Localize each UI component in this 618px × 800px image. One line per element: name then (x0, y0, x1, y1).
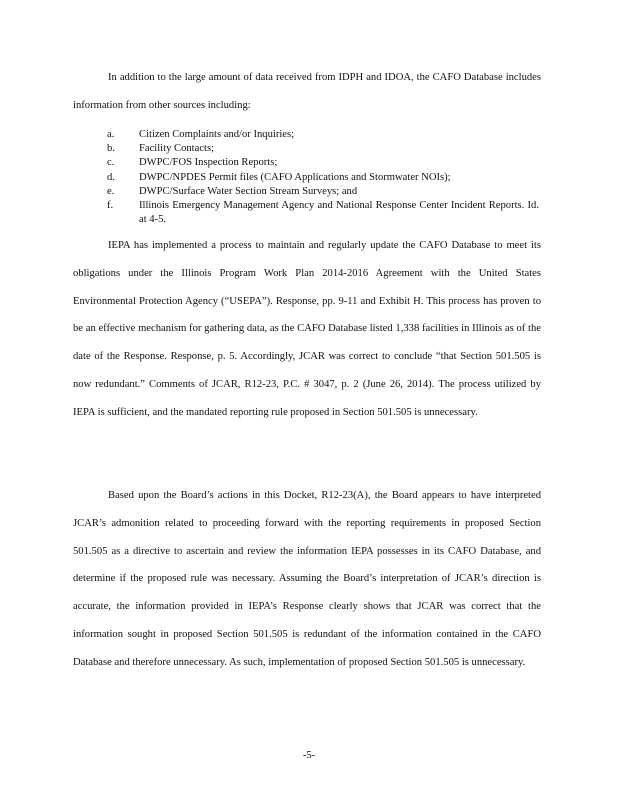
list-item (107, 156, 547, 170)
list-item-label: f. (107, 200, 114, 212)
list-item-text: DWPC/Surface Water Section Stream Surveys; and (139, 185, 358, 197)
paragraph-intro (73, 64, 541, 120)
page-number: -5- (302, 750, 316, 761)
list-item (107, 171, 547, 185)
list-item-text: Illinois Emergency Management Agency and National Response Center Incident Reports. Id. at 4-5. (139, 200, 539, 226)
list-item (107, 142, 547, 156)
list-item-text: DWPC/FOS Inspection Reports; (139, 157, 278, 169)
paragraph-iepa-process-text: IEPA has implemented a process to maintain and regularly update the CAFO Database to meet its obligations under the Illinois Program Work Plan 2014-2016 Agreement with the United States Environmental Protection Agency (“USEPA”). Response, pp. 9-11 and Exhibit H. This process has proven to be an effective mechanism for gathering data, as the CAFO Database listed 1,338 facilities in Illinois as of the date of the Response. Response, p. 5. Accordingly, JCAR was correct to conclude “that Section 501.505 is now redundant.” Comments of JCAR, R12-23, P.C. # 3047, p. 2 (June 26, 2014). The process utilized by IEPA is sufficient, and the mandated reporting rule proposed in Section 501.505 is unnecessary. (73, 240, 541, 418)
list-item (107, 128, 547, 142)
paragraph-iepa-process (73, 232, 541, 427)
list-item (107, 199, 547, 227)
list-item-text: Facility Contacts; (139, 143, 215, 155)
list-item-label: d. (107, 171, 115, 183)
list-item-text: DWPC/NPDES Permit files (CAFO Applications and Stormwater NOIs); (139, 171, 451, 183)
list-item-label: b. (107, 143, 115, 155)
list-item-label: c. (107, 157, 115, 169)
paragraph-board-actions (73, 482, 541, 677)
list-item-text: Citizen Complaints and/or Inquiries; (139, 129, 295, 140)
sources-list (107, 128, 547, 227)
list-item-label: e. (107, 185, 115, 197)
list-item (107, 185, 547, 199)
paragraph-intro-text: In addition to the large amount of data received from IDPH and IDOA, the CAFO Database includes information from other sources including: (73, 72, 541, 111)
list-item-label: a. (107, 129, 115, 140)
paragraph-board-actions-text: Based upon the Board’s actions in this Docket, R12-23(A), the Board appears to have interpreted JCAR’s admonition related to proceeding forward with the reporting requirements in proposed Section 501.505 as a directive to ascertain and review the information IEPA possesses in its CAFO Database, and determine if the proposed rule was necessary. Assuming the Board’s interpretation of JCAR’s direction is accurate, the information provided in IEPA’s Response clearly shows that JCAR was correct that the information sought in proposed Section 501.505 is redundant of the information contained in the CAFO Database and therefore unnecessary. As such, implementation of proposed Section 501.505 is unnecessary. (73, 490, 541, 668)
